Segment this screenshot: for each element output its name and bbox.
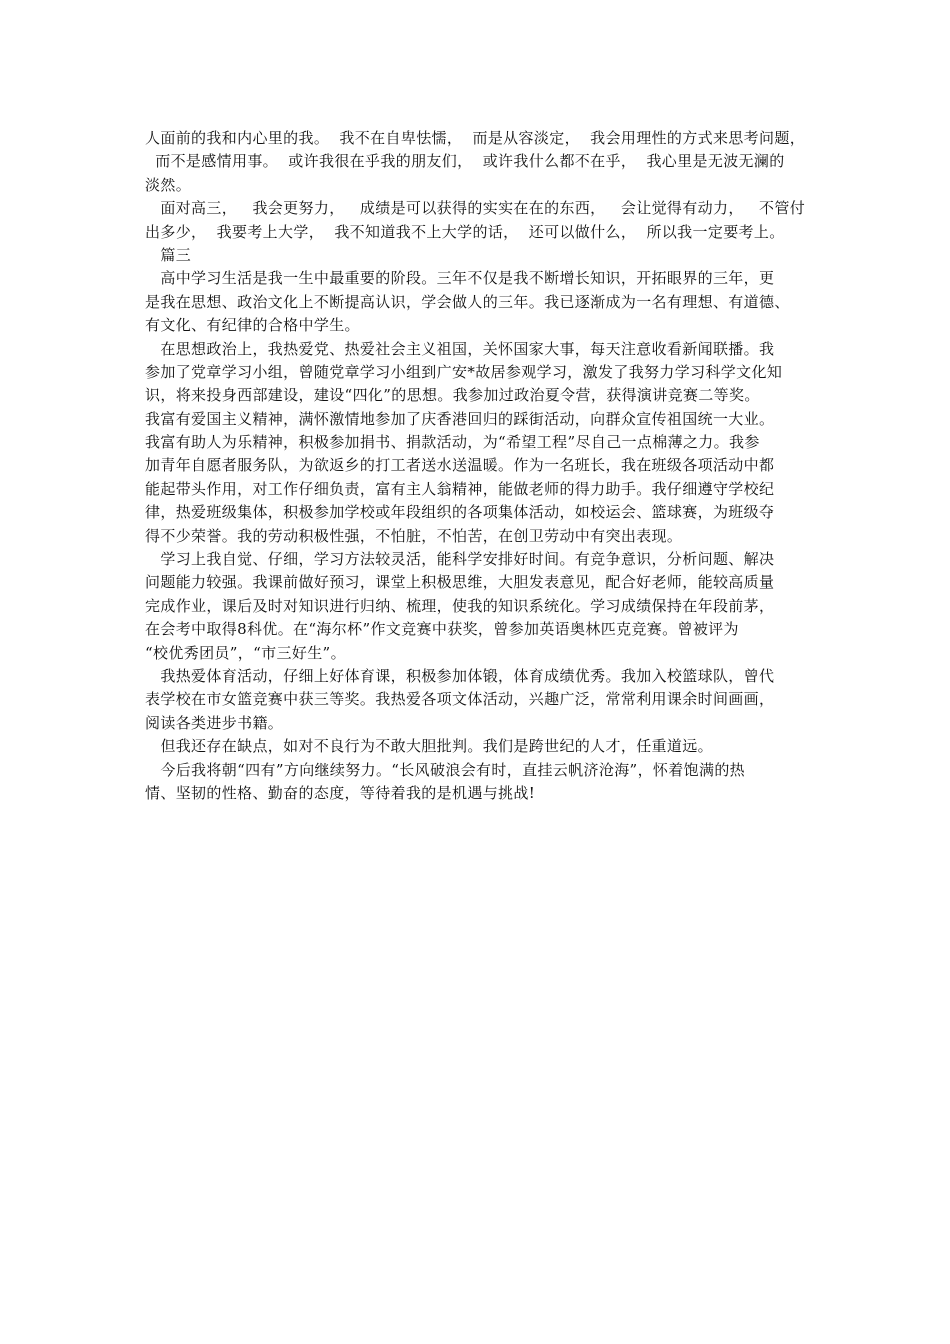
text-line: 情、坚韧的性格、勤奋的态度，等待着我的是机遇与挑战! [145, 783, 536, 802]
text-line: “校优秀团员”，“市三好生”。 [145, 643, 346, 662]
text-line: 在会考中取得8科优。在“海尔杯”作文竞赛中获奖，曾参加英语奥林匹克竞赛。曾被评为 [145, 620, 739, 639]
text-line: 在思想政治上，我热爱党、热爱社会主义祖国，关怀国家大事，每天注意收看新闻联播。我 [145, 339, 775, 358]
text-line: 今后我将朝“四有”方向继续努力。“长风破浪会有时，直挂云帆济沧海”，怀着饱满的热 [145, 760, 746, 779]
text-line: 我热爱体育活动，仔细上好体育课，积极参加体锻，体育成绩优秀。我加入校篮球队，曾代 [145, 666, 775, 685]
text-line: 面对高三， 我会更努力， 成绩是可以获得的实实在在的东西， 会让觉得有动力， 不管付 [145, 199, 806, 218]
document-body [145, 127, 807, 805]
text-line: 参加了党章学习小组，曾随党章学习小组到广安*故居参观学习，激发了我努力学习科学文化知 [145, 362, 783, 381]
text-line: 但我还存在缺点，如对不良行为不敢大胆批判。我们是跨世纪的人才，任重道远。 [145, 737, 713, 756]
text-line: 是我在思想、政治文化上不断提高认识，学会做人的三年。我已逐渐成为一名有理想、有道德、 [145, 292, 790, 311]
text-line: 我富有助人为乐精神，积极参加捐书、捐款活动，为“希望工程”尽自己一点棉薄之力。我参 [145, 433, 760, 452]
text-line: 表学校在市女篮竞赛中获三等奖。我热爱各项文体活动，兴趣广泛，常常利用课余时间画画， [145, 690, 775, 709]
text-line: 人面前的我和内心里的我。 我不在自卑怯懦， 而是从容淡定， 我会用理性的方式来思考问题， [145, 129, 806, 147]
section-heading: 篇三 [145, 245, 192, 264]
text-line: 识，将来投身西部建设，建设“四化”的思想。我参加过政治夏令营，获得演讲竞赛二等奖。 [145, 386, 760, 405]
text-line: 我富有爱国主义精神，满怀激情地参加了庆香港回归的踩街活动，向群众宣传祖国统一大业。 [145, 409, 775, 428]
text-line: 加青年自愿者服务队，为欲返乡的打工者送水送温暖。作为一名班长，我在班级各项活动中都 [145, 456, 775, 475]
text-line: 得不少荣誉。我的劳动积极性强，不怕脏，不怕苦，在创卫劳动中有突出表现。 [145, 526, 683, 545]
text-line: 学习上我自觉、仔细，学习方法较灵活，能科学安排好时间。有竞争意识，分析问题、解决 [145, 550, 775, 569]
text-line: 而不是感情用事。 或许我很在乎我的朋友们， 或许我什么都不在乎， 我心里是无波无澜的 [145, 152, 785, 171]
text-line: 高中学习生活是我一生中最重要的阶段。三年不仅是我不断增长知识，开拓眼界的三年，更 [145, 269, 775, 288]
text-line: 完成作业，课后及时对知识进行归纳、梳理，使我的知识系统化。学习成绩保持在年段前茅， [145, 596, 775, 615]
text-line: 问题能力较强。我课前做好预习，课堂上积极思维，大胆发表意见，配合好老师，能较高质量 [145, 573, 775, 592]
text-line: 出多少， 我要考上大学， 我不知道我不上大学的话， 还可以做什么， 所以我一定要考上。 [145, 222, 785, 241]
text-line: 淡然。 [145, 175, 192, 194]
text-line: 有文化、有纪律的合格中学生。 [145, 316, 360, 335]
text-line: 阅读各类进步书籍。 [145, 713, 284, 732]
text-line: 能起带头作用，对工作仔细负责，富有主人翁精神，能做老师的得力助手。我仔细遵守学校纪 [145, 479, 775, 498]
text-line: 律，热爱班级集体，积极参加学校或年段组织的各项集体活动，如校运会、篮球赛，为班级夺 [145, 503, 775, 522]
